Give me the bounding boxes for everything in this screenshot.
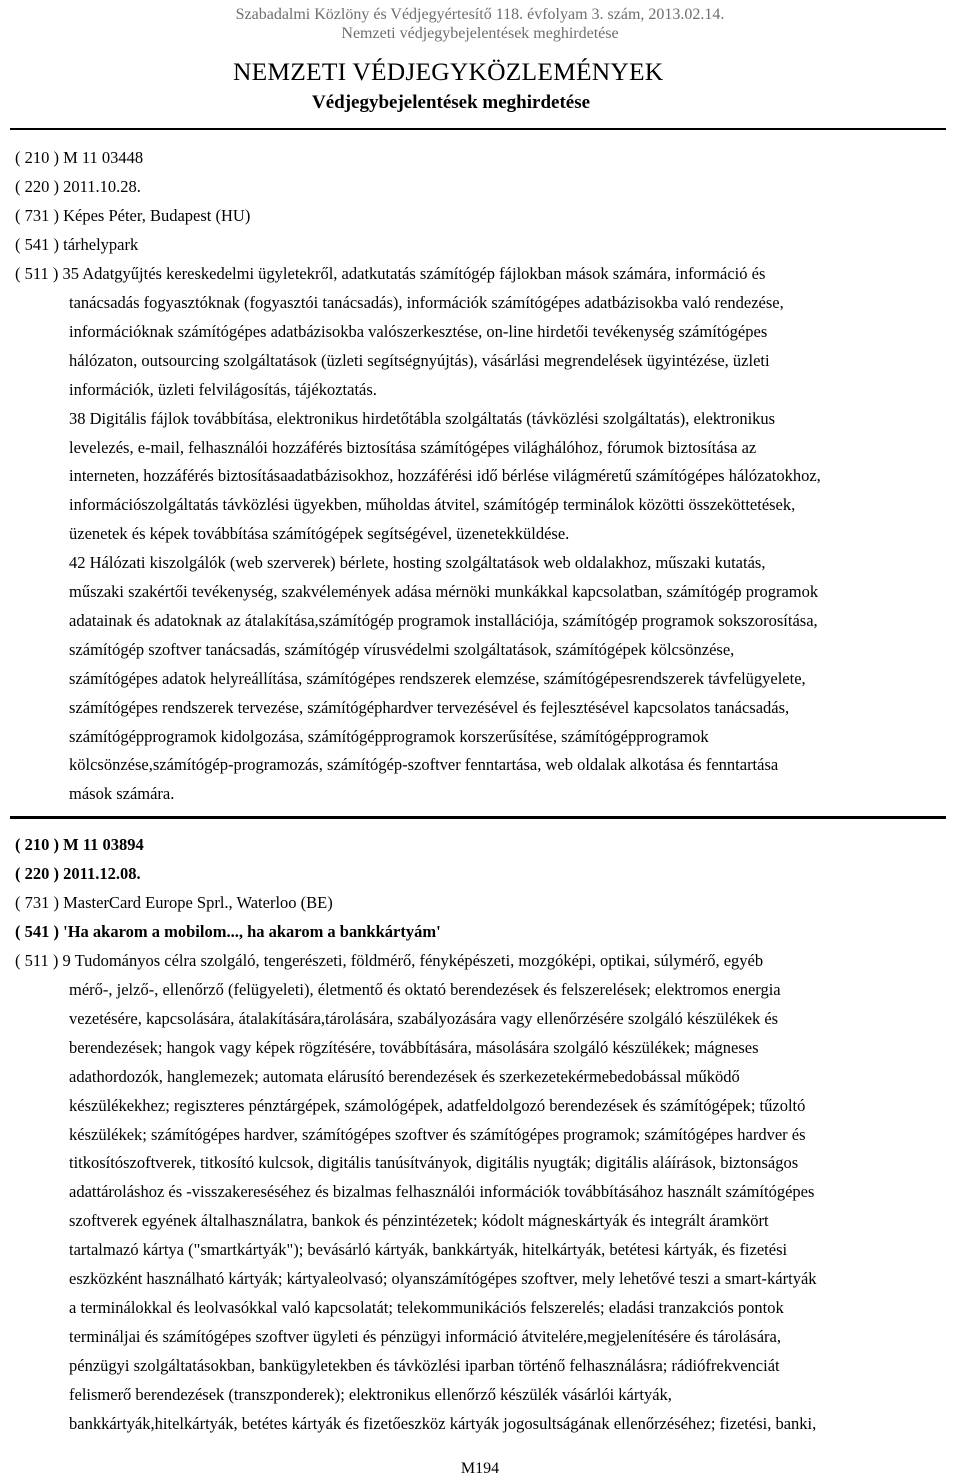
entry2-application-number: ( 210 ) M 11 03894 — [15, 835, 144, 854]
class-text-line: levelezés, e-mail, felhasználói hozzáférés biztosítása számítógépes világhálóhoz, fórumok biztosítása az — [69, 437, 757, 457]
entry1-mark: ( 541 ) tárhelypark — [15, 235, 139, 254]
class-text-line: berendezések; hangok vagy képek rögzítésére, továbbítására, másolására szolgáló készülékek; mágneses — [69, 1037, 759, 1057]
class-text-line: tanácsadás fogyasztóknak (fogyasztói tanácsadás), információk számítógépes adatbázisokba való rendezése, — [69, 293, 784, 312]
page-title: NEMZETI VÉDJEGYKÖZLEMÉNYEK — [233, 57, 664, 86]
class-text-line: interneten, hozzáférés biztosításaadatbázisokhoz, hozzáférési idő bérlése világméretű számítógépes hálózatokhoz, — [69, 466, 821, 486]
class-text-line: bankkártyák,hitelkártyák, betétes kártyák és fizetőeszköz kártyák jogosultságának ellenőrzéséhez; fizetési, banki, — [69, 1413, 817, 1433]
class-text-line: műszaki szakértői tevékenység, szakvélemények adása mérnöki munkákkal kapcsolatban, számítógép programok — [69, 582, 819, 601]
entry1-classes-head: ( 511 ) 35 Adatgyűjtés kereskedelmi ügyletekről, adatkutatás számítógép fájlokban mások számára, információ és — [15, 264, 766, 283]
class-text-line: üzenetek és képek továbbítása számítógépek segítségével, üzenetekküldése. — [69, 524, 570, 544]
header-divider — [10, 128, 946, 130]
class-text-line: felismerő berendezések (transzponderek); elektronikus ellenőrző készülék vásárlói kártyák, — [69, 1384, 672, 1404]
class-text-line: mások számára. — [69, 784, 175, 804]
class-text-line: készülékekhez; regiszteres pénztárgépek, számológépek, adatfeldolgozó berendezések és számítógépek; tűzoltó — [69, 1095, 806, 1115]
class-text-line: adatainak és adatoknak az átalakítása,számítógép programok installációja, számítógép programok sokszorosítása, — [69, 610, 818, 630]
class-text-line: kölcsönzése,számítógép-programozás, számítógép-szoftver fenntartása, web oldalak alkotása és fenntartása — [69, 755, 779, 775]
class-text-line: adattároláshoz és -visszakereséséhez és bizalmas felhasználói információk továbbításához használt számítógépes — [69, 1182, 815, 1202]
entry-divider — [10, 816, 946, 819]
class-text-line: titkosítószoftverek, titkosító kulcsok, digitális tanúsítványok, digitális nyugták; digitális aláírások, biztonságos — [69, 1153, 799, 1173]
class-text-line: eszközként használható kártyák; kártyaleolvasó; olyanszámítógépes szoftver, mely lehetővé teszi a smart-kártyák — [69, 1269, 817, 1288]
class-text-line: tartalmazó kártya ("smartkártyák"); bevásárló kártyák, bankkártyák, hitelkártyák, betétesi kártyák, és fizetési — [69, 1240, 788, 1260]
class-text-line: szoftverek egyének általhasználatra, bankok és pénzintézetek; kódolt mágneskártyák és integrált áramkört — [69, 1211, 769, 1231]
class-text-line: számítógépprogramok kidolgozása, számítógépprogramok korszerűsítése, számítógépprogramok — [69, 726, 709, 746]
class-text-line: vezetésére, kapcsolására, átalakítására,tárolására, szabályozására vagy ellenőrzésére szolgáló készülékek és — [69, 1008, 779, 1028]
class-text-line: számítógép szoftver tanácsadás, számítógép vírusvédelmi szolgáltatások, számítógépek kölcsönzése, — [69, 639, 735, 659]
class-text-line: mérő-, jelző-, ellenőrző (felügyeleti), életmentő és oktató berendezések és felszerelések; elektromos energia — [69, 980, 781, 999]
class-text-line: pénzügyi szolgáltatásokban, bankügyletekben és távközlési iparban történő felhasználásra; rádiófrekvenciát — [69, 1355, 780, 1375]
entry2-filing-date: ( 220 ) 2011.12.08. — [15, 864, 141, 883]
class-text-line: a terminálokkal és leolvasókkal való kapcsolatát; telekommunikációs felszerelés; eladási tranzakciós pontok — [69, 1297, 784, 1317]
class-text-line: számítógépes adatok helyreállítása, számítógépes rendszerek elemzése, számítógépesrendszerek távfelügyelete, — [69, 668, 806, 688]
class-text-line: adathordozók, hanglemezek; automata elárusító berendezések és szerkezetekérmebedobással működő — [69, 1066, 740, 1086]
entry2-mark: ( 541 ) 'Ha akarom a mobilom..., ha akarom a bankkártyám' — [15, 922, 441, 941]
class-text-line: információk, üzleti felvilágosítás, tájékoztatás. — [69, 379, 377, 399]
class-text-line: 42 Hálózati kiszolgálók (web szerverek) bérlete, hosting szolgáltatások web oldalakhoz, műszaki kutatás, — [69, 553, 766, 573]
entry2-applicant: ( 731 ) MasterCard Europe Sprl., Waterloo (BE) — [15, 893, 333, 912]
entry2-classes-head: ( 511 ) 9 Tudományos célra szolgáló, tengerészeti, földmérő, fényképészeti, mozgóképi, optikai, súlymérő, egyéb — [15, 951, 764, 970]
class-text-line: 38 Digitális fájlok továbbítása, elektronikus hirdetőtábla szolgáltatás (távközlési szolgáltatás), elektronikus — [69, 408, 776, 428]
entry1-applicant: ( 731 ) Képes Péter, Budapest (HU) — [15, 206, 251, 225]
entry1-application-number: ( 210 ) M 11 03448 — [15, 148, 144, 167]
entry1-filing-date: ( 220 ) 2011.10.28. — [15, 177, 141, 196]
journal-header: Szabadalmi Közlöny és Védjegyértesítő 118. évfolyam 3. szám, 2013.02.14. — [235, 6, 725, 23]
page-subtitle: Védjegybejelentések meghirdetése — [312, 92, 591, 113]
class-text-line: termináljai és számítógépes szoftver ügyleti és pénzügyi információ átvitelére,megjelenítésére és tárolására, — [69, 1326, 781, 1346]
class-text-line: számítógépes rendszerek tervezése, számítógéphardver tervezésével és fejlesztésével kapcsolatos tanácsadás, — [69, 697, 790, 717]
class-text-line: információszolgáltatás távközlési ügyekben, műholdas átvitel, számítógép terminálok közötti összeköttetések, — [69, 495, 796, 515]
section-header: Nemzeti védjegybejelentések meghirdetése — [341, 25, 619, 42]
page-number: M194 — [460, 1460, 500, 1477]
class-text-line: hálózaton, outsourcing szolgáltatások (üzleti segítségnyújtás), vásárlási megrendelések ügyintézése, üzleti — [69, 350, 770, 370]
class-text-line: készülékek; számítógépes hardver, számítógépes szoftver és számítógépes programok; számítógépes hardver és — [69, 1124, 806, 1144]
class-text-line: információknak számítógépes adatbázisokba valószerkesztése, on-line hirdetői tevékenység számítógépes — [69, 321, 768, 341]
